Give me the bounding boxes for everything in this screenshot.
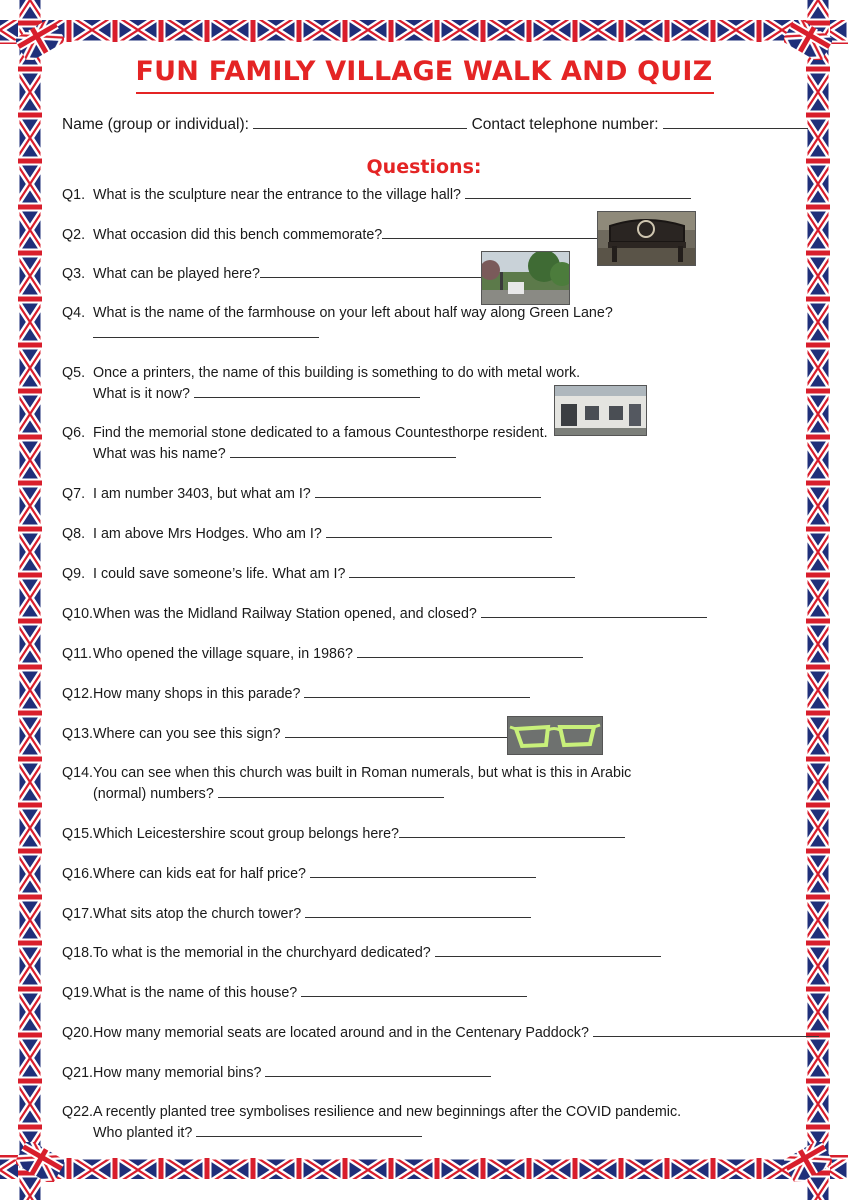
question-text: I could save someone’s life. What am I? [93,566,346,582]
question-number: Q7. [62,486,86,502]
question-q7 [62,483,541,504]
answer-blank[interactable] [349,563,575,578]
phone-label: Contact telephone number: [471,116,659,133]
question-q20 [62,1022,819,1043]
question-q12 [62,683,530,704]
question-number: Q15. [62,826,93,842]
answer-blank[interactable] [326,523,552,538]
corner-flag-top-left [16,20,64,60]
question-q15 [62,823,625,844]
question-number: Q21. [62,1065,93,1081]
question-text: Where can you see this sign? [93,726,281,742]
question-text: Which Leicestershire scout group belongs here? [93,826,399,842]
corner-flag-bottom-right [784,1142,832,1182]
question-q21 [62,1062,491,1083]
question-q4 [62,303,613,344]
question-number: Q8. [62,526,86,542]
question-q2 [62,224,608,245]
question-text: What is the name of this house? [93,985,298,1001]
question-text: I am above Mrs Hodges. Who am I? [93,526,322,542]
answer-blank[interactable] [593,1022,819,1037]
title-underline [136,92,714,94]
question-text: Find the memorial stone dedicated to a famous Countesthorpe resident. [93,425,548,441]
question-number: Q19. [62,985,93,1001]
question-number: Q13. [62,726,93,742]
question-number: Q11. [62,646,92,662]
question-text: What occasion did this bench commemorate? [93,227,383,243]
question-number: Q3. [62,266,86,282]
question-text-line2: What is it now? [93,386,190,402]
questions-heading: Questions: [366,156,482,178]
question-number: Q22. [62,1104,93,1120]
question-number: Q10. [62,606,93,622]
answer-blank[interactable] [301,982,527,997]
question-text-line2: Who planted it? [93,1125,193,1141]
question-q6 [62,423,548,464]
question-number: Q2. [62,227,86,243]
question-number: Q1. [62,187,86,203]
question-text: What can be played here? [93,266,260,282]
question-text: Where can kids eat for half price? [93,866,306,882]
answer-blank[interactable] [194,383,420,398]
bench-photo [597,211,696,266]
question-q5 [62,363,580,404]
question-q11 [62,643,583,664]
question-text: You can see when this church was built in Roman numerals, but what is this in Arabic [93,765,632,781]
question-text: What is the name of the farmhouse on your left about half way along Green Lane? [93,305,613,321]
answer-blank[interactable] [465,184,691,199]
question-text: Once a printers, the name of this building is something to do with metal work. [93,365,581,381]
answer-blank[interactable] [218,783,444,798]
question-number: Q4. [62,305,86,321]
question-number: Q18. [62,945,93,961]
answer-blank[interactable] [265,1062,491,1077]
question-text-line2: What was his name? [93,446,226,462]
question-q10 [62,603,707,624]
answer-blank[interactable] [310,863,536,878]
question-text: To what is the memorial in the churchyard dedicated? [93,945,431,961]
question-q9 [62,563,575,584]
phone-answer-blank[interactable] [663,114,808,129]
question-number: Q5. [62,365,86,381]
question-number: Q12. [62,686,93,702]
name-answer-blank[interactable] [253,114,467,129]
answer-blank[interactable] [399,823,625,838]
answer-blank[interactable] [357,643,583,658]
page-title: FUN FAMILY VILLAGE WALK AND QUIZ [135,56,713,87]
answer-blank[interactable] [230,443,456,458]
question-number: Q16. [62,866,93,882]
question-number: Q14. [62,765,93,781]
question-text: When was the Midland Railway Station opened, and closed? [93,606,477,622]
name-label: Name (group or individual): [62,116,249,133]
question-text: I am number 3403, but what am I? [93,486,311,502]
answer-blank[interactable] [435,942,661,957]
question-q22 [62,1102,681,1143]
question-q17 [62,903,531,924]
answer-blank[interactable] [304,683,530,698]
question-q1 [62,184,691,205]
question-text: What sits atop the church tower? [93,906,302,922]
glasses-sign-photo [507,716,603,755]
question-q13 [62,723,511,744]
question-number: Q17. [62,906,93,922]
question-q14 [62,763,631,804]
answer-blank[interactable] [382,224,608,239]
answer-blank[interactable] [305,903,531,918]
answer-blank[interactable] [315,483,541,498]
question-text: How many memorial seats are located around and in the Centenary Paddock? [93,1025,589,1041]
corner-flag-top-right [784,20,832,60]
name-contact-line [62,114,808,134]
question-text: Who opened the village square, in 1986? [93,646,353,662]
question-number: Q6. [62,425,86,441]
question-q18 [62,942,661,963]
question-q16 [62,863,536,884]
question-q19 [62,982,527,1003]
question-text: How many memorial bins? [93,1065,262,1081]
answer-blank[interactable] [481,603,707,618]
answer-blank[interactable] [93,323,319,338]
answer-blank[interactable] [196,1122,422,1137]
play-area-photo [481,251,570,305]
question-q3 [62,263,486,284]
answer-blank[interactable] [260,263,486,278]
answer-blank[interactable] [285,723,511,738]
question-q8 [62,523,552,544]
question-text: What is the sculpture near the entrance to the village hall? [93,187,461,203]
question-text: A recently planted tree symbolises resilience and new beginnings after the COVID pandemic. [93,1104,682,1120]
question-number: Q20. [62,1025,93,1041]
question-text: How many shops in this parade? [93,686,301,702]
question-text-line2: (normal) numbers? [93,786,214,802]
building-photo [554,385,647,436]
corner-flag-bottom-left [16,1142,64,1182]
question-number: Q9. [62,566,86,582]
